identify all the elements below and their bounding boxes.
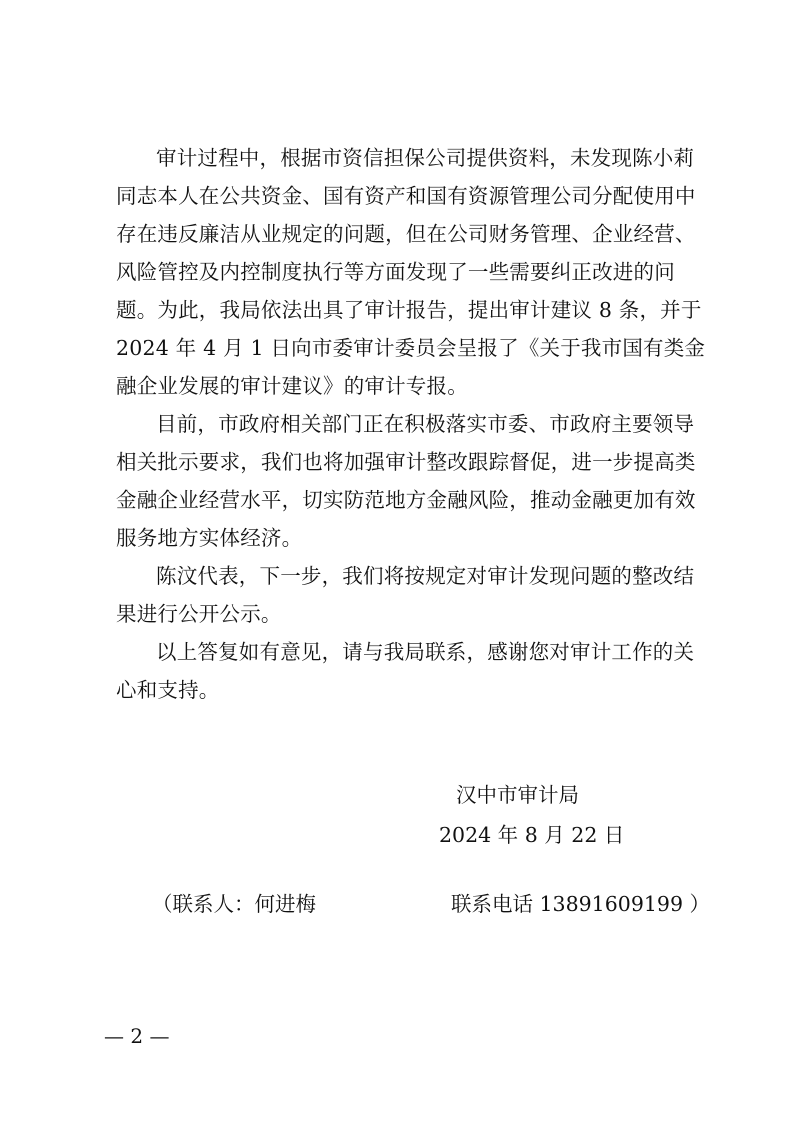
paragraph-2-line-3: 金融企业经营水平，切实防范地方金融风险，推动金融更加有效 [116, 488, 696, 512]
page-number: — 2 — [104, 1024, 170, 1048]
issuing-office: 汉中市审计局 [456, 783, 579, 807]
paragraph-2-line-2: 相关批示要求，我们也将加强审计整改跟踪督促，进一步提高类 [116, 450, 696, 474]
paragraph-1-line-4: 风险管控及内控制度执行等方面发现了一些需要纠正改进的问 [116, 260, 675, 284]
paragraph-2-line-1: 目前，市政府相关部门正在积极落实市委、市政府主要领导 [156, 412, 695, 436]
paragraph-1-line-1: 审计过程中，根据市资信担保公司提供资料，未发现陈小莉 [156, 146, 695, 170]
paragraph-1-line-2: 同志本人在公共资金、国有资产和国有资源管理公司分配使用中 [116, 184, 696, 208]
paragraph-1-line-7: 融企业发展的审计建议》的审计专报。 [116, 374, 468, 398]
paragraph-1-line-6: 2024 年 4 月 1 日向市委审计委员会呈报了《关于我市国有类金 [116, 336, 706, 360]
paragraph-1-line-3: 存在违反廉洁从业规定的问题，但在公司财务管理、企业经营、 [116, 222, 696, 246]
paragraph-3-line-2: 果进行公开公示。 [116, 602, 282, 626]
paragraph-3-line-1: 陈汶代表，下一步，我们将按规定对审计发现问题的整改结 [156, 564, 695, 588]
contact-person: （联系人：何进梅 [152, 892, 316, 916]
contact-phone: 联系电话 13891609199 ） [451, 892, 711, 916]
paragraph-2-line-4: 服务地方实体经济。 [116, 526, 303, 550]
paragraph-4-line-1: 以上答复如有意见，请与我局联系，感谢您对审计工作的关 [156, 640, 695, 664]
issue-date: 2024 年 8 月 22 日 [439, 823, 625, 847]
paragraph-1-line-5: 题。为此，我局依法出具了审计报告，提出审计建议 8 条，并于 [116, 298, 702, 322]
paragraph-4-line-2: 心和支持。 [116, 678, 220, 702]
